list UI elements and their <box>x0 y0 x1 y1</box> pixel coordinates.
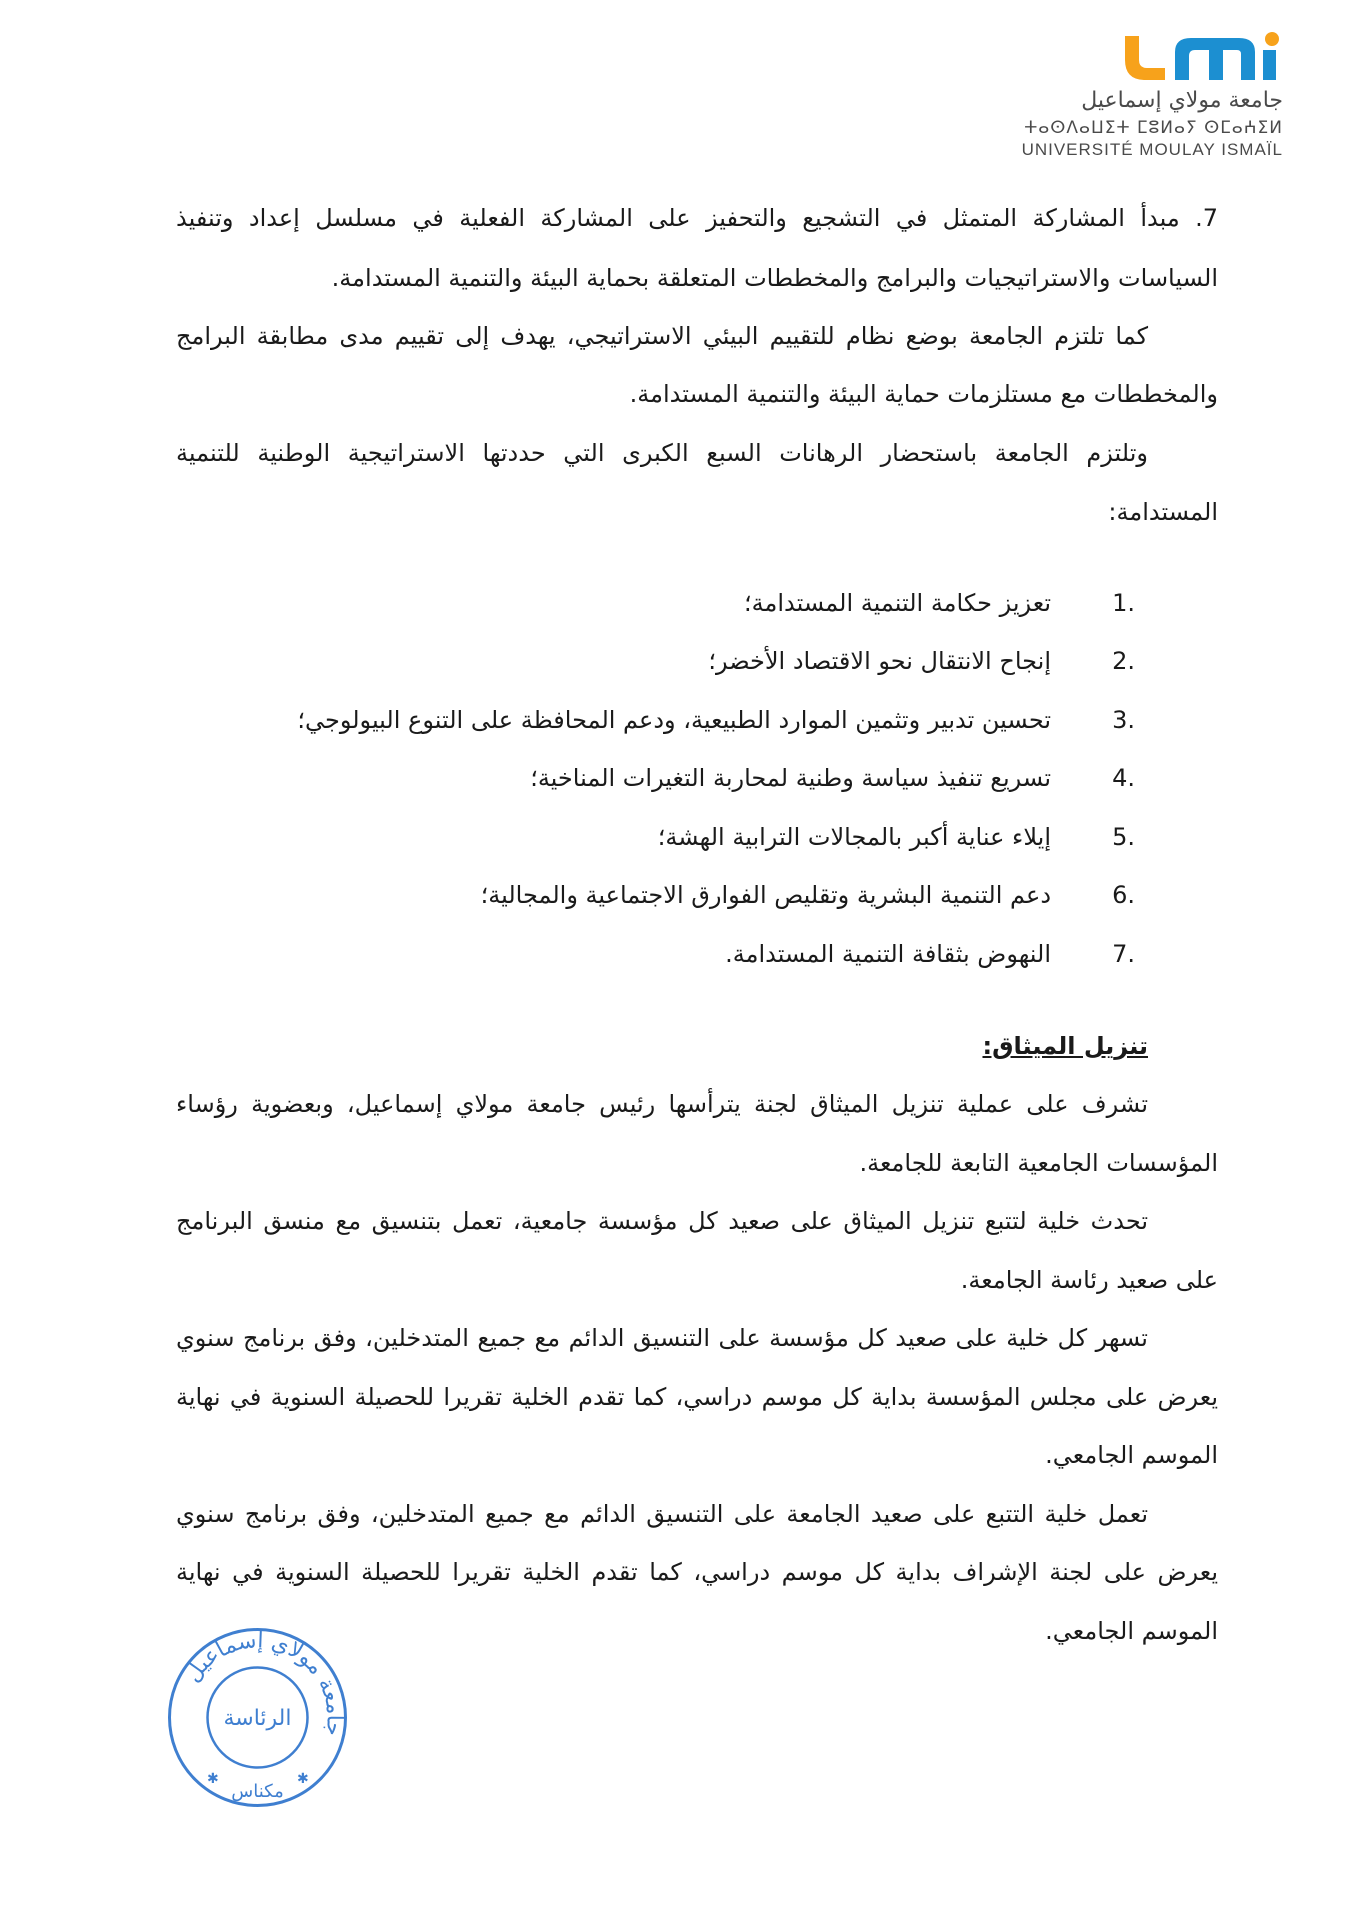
stake-number: 5. <box>1112 823 1135 851</box>
evaluation-line-2: والمخططات مع مستلزمات حماية البيئة والتنمية المستدامة. <box>629 380 1218 408</box>
stake-number: 1. <box>1112 589 1135 617</box>
stake-number: 4. <box>1112 764 1135 792</box>
star-icon: ✱ <box>207 1771 219 1787</box>
section-heading: تنزيل الميثاق: <box>982 1032 1148 1060</box>
paragraph-4-line-1: تعمل خلية التتبع على صعيد الجامعة على التنسيق الدائم مع جميع المتدخلين، وفق برنامج سنوي <box>176 1500 1148 1528</box>
stake-number: 6. <box>1112 881 1135 909</box>
stake-number: 7. <box>1112 940 1135 968</box>
paragraph-2-line-2: على صعيد رئاسة الجامعة. <box>960 1266 1218 1294</box>
stakes-intro-line-1: وتلتزم الجامعة باستحضار الرهانات السبع الكبرى التي حددتها الاستراتيجية الوطنية للتنمية <box>176 439 1148 467</box>
stake-item: إيلاء عناية أكبر بالمجالات الترابية الهشة؛ <box>657 823 1051 851</box>
university-name-french: UNIVERSITÉ MOULAY ISMAÏL <box>1021 140 1283 159</box>
paragraph-1-line-2: المؤسسات الجامعية التابعة للجامعة. <box>859 1149 1218 1177</box>
paragraph-2-line-1: تحدث خلية لتتبع تنزيل الميثاق على صعيد كل مؤسسة جامعية، تعمل بتنسيق مع منسق البرنامج <box>176 1207 1148 1235</box>
principle-7-line-2: السياسات والاستراتيجيات والبرامج والمخططات المتعلقة بحماية البيئة والتنمية المستدامة. <box>331 264 1218 292</box>
stake-number: 2. <box>1112 647 1135 675</box>
stake-item: تعزيز حكامة التنمية المستدامة؛ <box>743 589 1051 617</box>
paragraph-1-line-1: تشرف على عملية تنزيل الميثاق لجنة يترأسها رئيس جامعة مولاي إسماعيل، وبعضوية رؤساء <box>176 1090 1148 1118</box>
stake-item: النهوض بثقافة التنمية المستدامة. <box>725 940 1051 968</box>
stake-item: تسريع تنفيذ سياسة وطنية لمحاربة التغيرات المناخية؛ <box>530 764 1051 792</box>
stamp-ring-text: جامعة مولاي إسماعيل <box>180 1628 347 1738</box>
stamp-center-text: الرئاسة <box>223 1706 292 1731</box>
paragraph-4-line-3: الموسم الجامعي. <box>1045 1617 1218 1645</box>
stakes-intro-line-2: المستدامة: <box>1108 498 1218 526</box>
paragraph-3-line-2: يعرض على مجلس المؤسسة بداية كل موسم دراسي، كما تقدم الخلية تقريرا للحصيلة السنوية في نهاية <box>176 1383 1218 1411</box>
paragraph-3-line-3: الموسم الجامعي. <box>1045 1441 1218 1469</box>
paragraph-3-line-1: تسهر كل خلية على صعيد كل مؤسسة على التنسيق الدائم مع جميع المتدخلين، وفق برنامج سنوي <box>176 1324 1148 1352</box>
university-name-arabic: جامعة مولاي إسماعيل <box>1081 88 1283 113</box>
presidency-stamp <box>165 1625 350 1810</box>
star-icon: ✱ <box>297 1771 309 1787</box>
stake-number: 3. <box>1112 706 1135 734</box>
university-name-tifinagh: ⵜⴰⵙⴷⴰⵡⵉⵜ ⵎⵓⵍⴰⵢ ⵙⵎⴰⵄⵉⵍ <box>1024 118 1283 138</box>
principle-7-line-1: 7. مبدأ المشاركة المتمثل في التشجيع والتحفيز على المشاركة الفعلية في مسلسل إعداد وتنفيذ <box>176 204 1218 232</box>
stake-item: إنجاح الانتقال نحو الاقتصاد الأخضر؛ <box>708 647 1051 675</box>
stamp-bottom-text: مكناس <box>231 1781 284 1802</box>
paragraph-4-line-2: يعرض على لجنة الإشراف بداية كل موسم دراسي، كما تقدم الخلية تقريرا للحصيلة السنوية في نهاية <box>176 1558 1218 1586</box>
evaluation-line-1: كما تلتزم الجامعة بوضع نظام للتقييم البيئي الاستراتيجي، يهدف إلى تقييم مدى مطابقة البرامج <box>176 322 1148 350</box>
stake-item: دعم التنمية البشرية وتقليص الفوارق الاجتماعية والمجالية؛ <box>480 881 1051 909</box>
stake-item: تحسين تدبير وتثمين الموارد الطبيعية، ودعم المحافظة على التنوع البيولوجي؛ <box>297 706 1051 734</box>
